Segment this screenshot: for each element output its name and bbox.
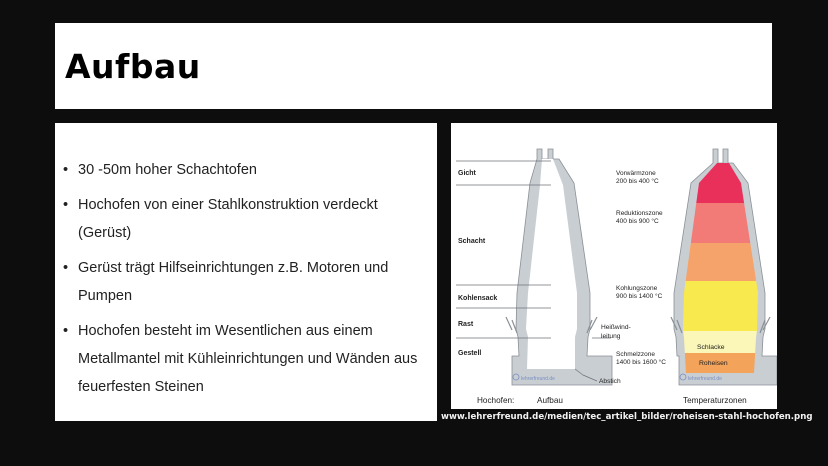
label-gestell: Gestell [458,350,482,357]
zone-range-vorwaerm: 200 bis 400 °C [616,178,659,185]
bullet-dot: • [63,260,69,276]
zone-labels [616,170,666,366]
left-labels [458,170,497,357]
label-roheisen: Roheisen [699,360,728,367]
blast-furnace-diagram [451,123,777,409]
bullet-item: • Hochofen von einer Stahlkonstruktion verdeckt (Gerüst) [63,191,428,247]
label-abstich: Abstich [599,378,621,385]
furnace-structure [506,149,612,385]
bullet-panel [55,123,437,421]
zone-range-schmelz: 1400 bis 1600 °C [616,359,666,366]
source-link[interactable]: www.lehrerfreund.de/medien/tec_artikel_bilder/roheisen-stahl-hochofen.png [441,412,813,422]
label-gicht: Gicht [458,170,476,177]
caption-hochofen: Hochofen: [477,396,515,405]
bullet-list [63,156,428,408]
zone-name-schmelz: Schmelzzone [616,351,656,358]
label-schlacke: Schlacke [697,344,725,351]
zone-range-kohlung: 900 bis 1400 °C [616,293,663,300]
label-heisswind-1: Heißwind- [601,324,631,331]
zone-kohlung-fill [671,281,771,331]
label-kohlensack: Kohlensack [458,295,498,302]
zone-name-reduktion: Reduktionszone [616,210,663,217]
label-heisswind-2: leitung [601,333,621,340]
bullet-dot: • [63,197,69,213]
tuyere-left [506,317,517,333]
blast-furnace-figure [451,123,777,409]
zone-name-kohlung: Kohlungszone [616,285,658,292]
label-rast: Rast [458,321,474,328]
bullet-item: • 30 -50m hoher Schachtofen [63,156,428,184]
zone-range-reduktion: 400 bis 900 °C [616,218,659,225]
watermark-text: lehrerfreund.de [521,376,555,382]
zone-name-vorwaerm: Vorwärmzone [616,170,656,177]
zone-vorwaerm-fill [671,161,771,203]
caption-temperaturzonen: Temperaturzonen [683,396,747,405]
watermark-text: lehrerfreund.de [688,376,722,382]
bullet-dot: • [63,323,69,339]
bullet-dot: • [63,162,69,178]
slide-title: Aufbau [65,47,201,86]
bullet-item: • Hochofen besteht im Wesentlichen aus einem Metallmantel mit Kühleinrichtungen und Wänden aus feuerfesten Steinen [63,317,428,401]
title-panel [55,23,772,109]
bullet-item: • Gerüst trägt Hilfseinrichtungen z.B. Motoren und Pumpen [63,254,428,310]
caption-aufbau: Aufbau [537,396,563,405]
label-schacht: Schacht [458,238,486,245]
